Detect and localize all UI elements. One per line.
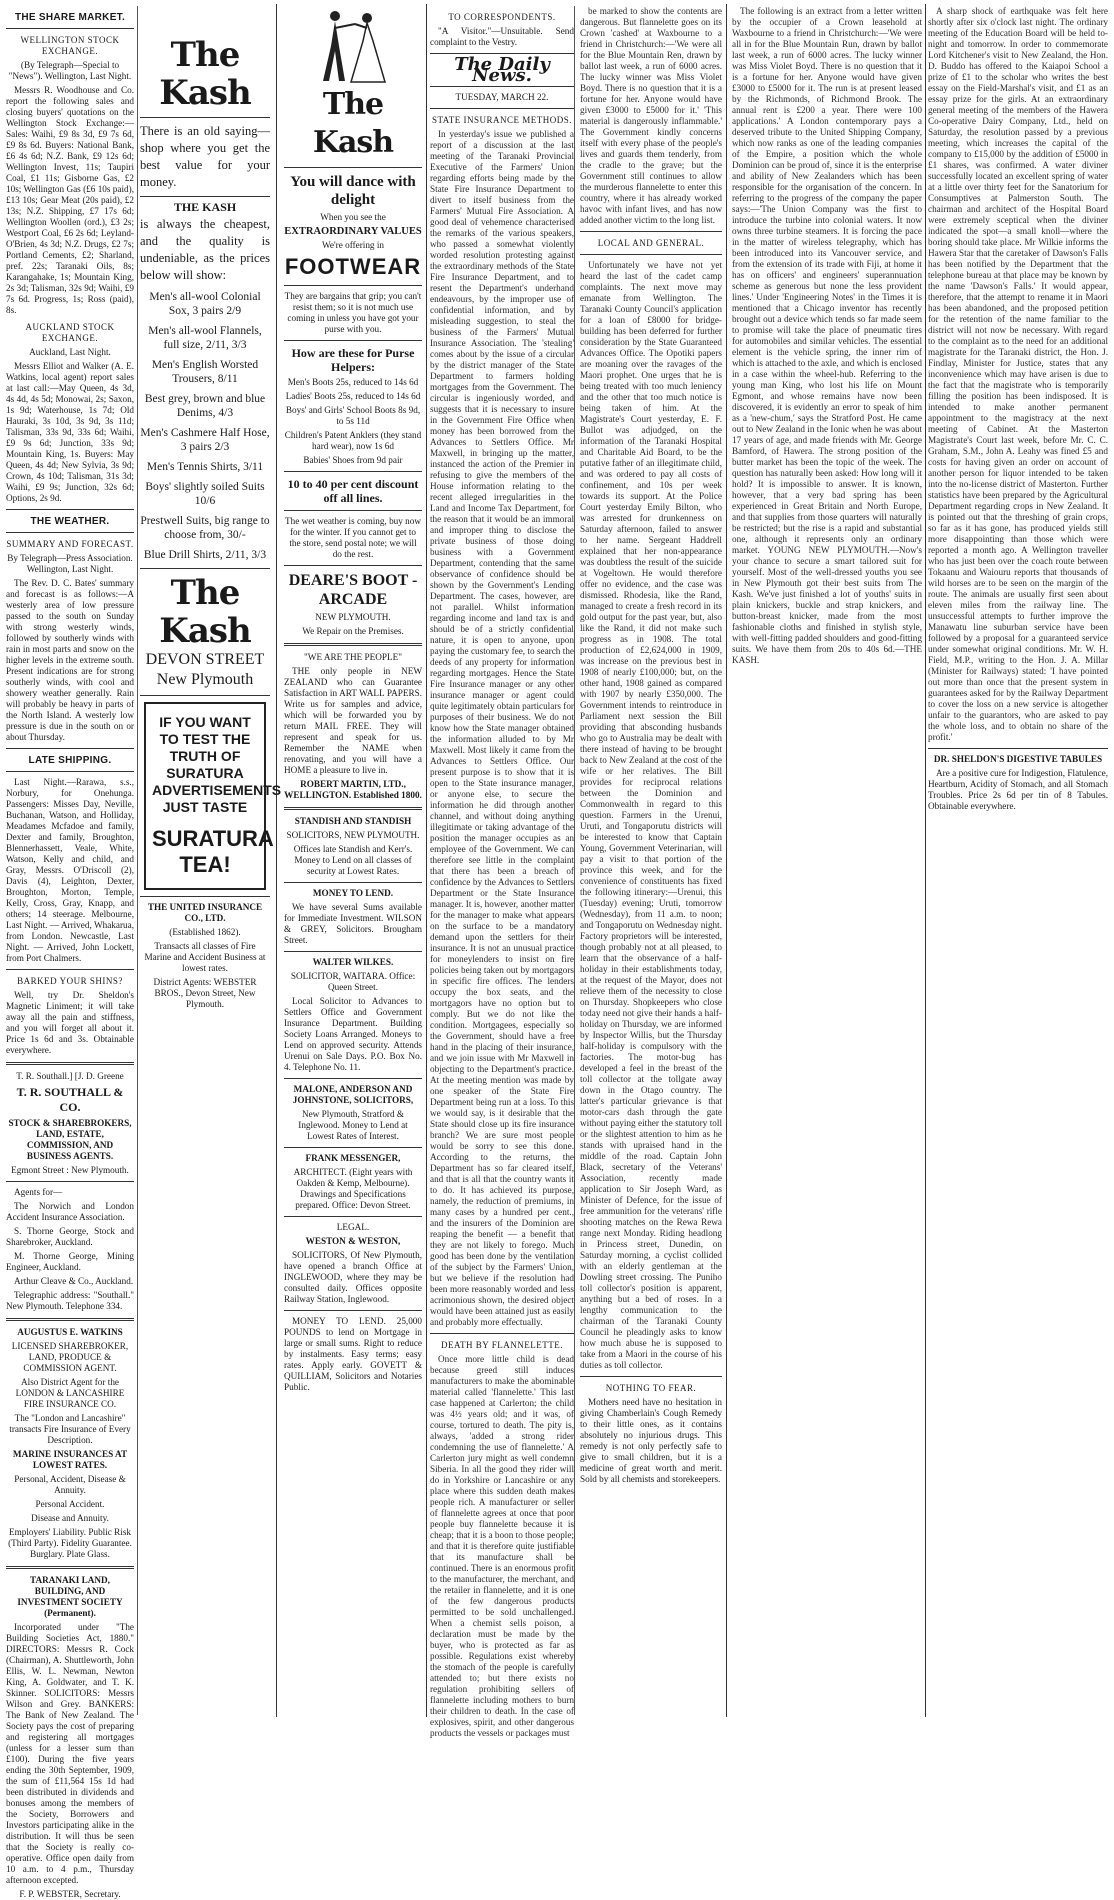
article-state-insurance-heading: STATE INSURANCE METHODS. (431, 115, 573, 125)
continued-text: be marked to show the contents are dangerous. But flannelette goes on its Crown 'cashed' at Waxbourne to a friend in Christchurch:—'We were all for the Blue Mountain Ren, drawn by ballot last week, a run of 6000 acres. The lucky winner was Miss Violet Boyd. There is no question that it is a fortune for her. Anyone would have given £3000 to £5000 for it.' 'This material is dangerously inflammable.' The Government kindly concerns itself with every phase of the people's lives and guards them tenderly, from the cradle to the grave; but the Government still continues to allow the murderous flannelette to enter this country, where it has already worked havoc with infant lives, and has now added another victim to the long list. (580, 6, 722, 225)
taranaki-society-sign: F. P. WEBSTER, Secretary. (19, 1889, 121, 1899)
southall-firm: T. R. SOUTHALL & CO. (16, 1085, 124, 1114)
wilkes-heading: WALTER WILKES. (312, 957, 394, 967)
shins-heading: BARKED YOUR SHINS? (17, 976, 123, 986)
nothing-to-fear-heading: NOTHING TO FEAR. (605, 1383, 697, 1393)
column-1-left (6, 6, 134, 1899)
southall-address: Egmont Street : New Plymouth. (11, 1165, 129, 1175)
lend-heading: MONEY TO LEND. (312, 888, 394, 898)
column-5 (928, 6, 1108, 1715)
watkins-line: Disease and Annuity. (31, 1513, 109, 1523)
column-4-text: The following is an extract from a letter written by the occupier of a Crown leasehold at Waxbourne to a friend in Christchurch:—'We were all in for the Blue Mountain Run, drawn by ballot last week, a run of 6000 acres. The lucky winner was Miss Violet Boyd. There is no question that it is a fortune for her. Anyone would have given £3000 to £5000 for it. The run is at present leased by the Richmonds, of Richmond Brook. The annual rent is £200 a year. There were 100 applications.' A London contemporary pays a deserved tribute to the United Shipping Company, which now ranks as one of the leading companies of the Empire, a position which the whole Dominion can be proud of, since it is the enterprise and ability of New Zealanders which has been responsible for the organisation of the concern. In referring to the progress of the company the paper says:—'The Union Company was the first to introduce the turbine into colonial waters. It now owns three turbine steamers. It is forcing the pace in the matter of wireless telegraphy, which has been introduced into its Vancouver service, and from the extension of its trade with Fiji, at home it has on officers' and engineers' superannuation scheme as generous but none the less provident lines.' Under 'Engineering Notes' in the Times it is mentioned that a Chicago inventor has recently brought out a device which tends so far made seem to promise will take the place of pneumatic tires for automobiles and similar vehicles. The essential element is the vehicle spring, the inner rim of which is attached to the axle, and which is enclosed in a case within the wheel-hub. Referring to the young man King, who lost his life on Mount Egmont, and whose remains have now been discovered, it is evidently an error to speak of him as a 'new-chum,' says the Stratford Post. He came out to New Zealand in the Ionic when he was about 17 years of age, and made friends with Mr. George Bamford, of Hawera. The strong position of the butter market has been the topic of the week. The question has naturally been asked: How long will it hold? It is impossible to answer. It is known, however, that a very bad spring has been experienced in Great Britain and North Europe, and that supplies from those quarters will naturally be restricted; but the rise is a rapid and substantial one, although it represents only an ordinary market. YOUNG NEW PLYMOUTH.—Now's your chance to secure a smart tailored suit for yourself. Most of the well-dressed youths you see in New Plymouth got their best suits from The Kash. We've just finished a lot of youths' suits in plain knickers, buckle and strap knickers, and button-breast knicker, made from the most fashionable cloths and finished in stylish style, with well-fitting padded shoulders and good-fitting suits. We have them from 20s to 40s 6d.—THE KASH. (732, 6, 922, 665)
people-heading: "WE ARE THE PEOPLE" (304, 652, 402, 662)
taranaki-society-heading: TARANAKI LAND, BUILDING, AND INVESTMENT SOCIETY (Permanent). (17, 1575, 123, 1618)
local-general-text: Unfortunately we have not yet heard the last of the cadet camp complaints. The next move may emanate from Wellington. The Taranaki County Council's application for a loan of £8000 for bridge-building has been deferred for further consideration by the State Guaranteed Advances Office. The Opotiki papers are moaning over the ravages of the Maori prophet. One urges that he is being treated with too much leniency and the other that too much notice is being taken of him. At the Magistrate's Court yesterday, E. F. Bullot was adjudged, on the information of the Taranaki Hospital and Charitable Aid Board, to be the putative father of an illegitimate child, and was ordered to pay all costs of confinement, and 10s per week towards its support. At the Police Court yesterday Emily Bilton, who was arrested for drunkenness on Saturday afternoon, failed to answer to her name. Sergeant Haddrell explained that her non-appearance was doubtless the result of the suicide at Vogeltown. He would therefore offer no evidence, and the case was dismissed. Rhodesia, like the Rand, managed to create a fresh record in its gold output for the past year, but, also like the Rand, it did not make such progress as in 1908. The total production of £2,624,000 in 1909, was increase on the previous best in 1908 of nearly £100,000; but, on the other hand, 1908 gained as compared with 1907 by nearly £350,000. The Government intends to reintroduce in Parliament next session the Bill providing that absconding husbands who go to Australia may be dealt with there instead of having to be brought back to New Zealand at the cost of the wife or her relatives. The Bill provides for reciprocal relations between the Dominion and Commonwealth in regard to this question. Farmers in the Urenui, Uruti, and Tongaporutu districts will be interested to know that Captain Young, Government Veterinarian, will pay a visit to that portion of the province this week, and for the convenience of constituents has fixed the following itinerary:—Urenui, this (Tuesday) evening; Uruti, tomorrow (Wednesday), from 11 a.m. to noon; and Tongaporutu on Wednesday night. Factory proprietors will be interested, though probably not at all pleased, to learn that the observance of a half-holiday in their establishments today, at the request of the Mayor, does not relieve them of the necessity to close on Thursday. Shopkeepers who close today need not give their hands a half-holiday on Thursday, we are informed by Inspector Willis, but the Thursday half-holiday is compulsory with the factories. The motor-bug has developed a feel in the breast of the toll collector at the tollgate away down in the Otago country. The latter's particular grievance is that motor-cars dash through the gate without paying either the statutory toll or the slightest attention to him as he stands with upraised hand in the middle of the road. Captain John Black, secretary of the Veterans' Association, recently made application to Sir Joseph Ward, as Minister of Defence, for the issue of free ammunition for the veterans' rifle shooting matches on the Rewa Rewa range next Monday. Riding headlong in Princess street, Dunedin, on Saturday morning, a cyclist collided with an elderly gentleman at the Dowling street crossing. The Puniho toll collector's position is apparent, anything but a bed of roses. In a lengthy communication to the chairman of the Taranaki County Council he pleadingly asks to know how much abuse he is supposed to take from a Maori in the course of his duties as toll collector. (580, 260, 722, 1370)
column-4 (732, 6, 922, 1715)
deare-heading: DEARE'S BOOT - ARCADE (288, 572, 418, 608)
kash-saying: There is an old saying—shop where you get the best value for your money. (140, 124, 270, 189)
masthead: The Daily News. (454, 54, 550, 86)
kash-town: New Plymouth (156, 671, 254, 688)
southall-telegraphic: Telegraphic address: "Southall." New Plymouth. Telephone 334. (6, 1290, 134, 1311)
bargains-text: They are bargains that grip; you can't resist them; so it is not much use coming in unless you have got your purse with you. (284, 291, 422, 334)
kash-cheapest: is always the cheapest, and the quality is undeniable, as the prices below will show: (140, 217, 270, 282)
martin-signature: ROBERT MARTIN, LTD., WELLINGTON. Established 1800. (284, 779, 422, 800)
price-item: Babies' Shoes from 9d pair (303, 455, 403, 465)
column-3-right (580, 6, 722, 1715)
wilkes-text: Local Solicitor to Advances to Settlers Office and Government Insurance Department. Building Society Loans Arranged. Moneys to Lend on approved security. Attends Urenui on Sale Days. P.O. Box No. 4. Telephone No. 11. (284, 996, 422, 1072)
watkins-name: AUGUSTUS E. WATKINS (17, 1327, 123, 1337)
price-item: Ladies' Boots 25s, reduced to 14s 6d (285, 391, 421, 401)
column-1-right (140, 6, 282, 1715)
watkins-line: MARINE INSURANCES AT LOWEST RATES. (12, 1449, 128, 1470)
column-rule (276, 4, 277, 1717)
article-flannelette-heading: DEATH BY FLANNELETTE. (441, 1340, 563, 1350)
southall-agents-label: Agents for— (14, 1187, 63, 1197)
correspondents-heading: TO CORRESPONDENTS. (448, 12, 556, 22)
kash-brand-small: THE KASH (173, 200, 237, 214)
dance-headline: You will dance with delight (290, 174, 416, 208)
kash-item: Men's English Worsted Trousers, 8/11 (151, 359, 259, 385)
standish-heading: STANDISH AND STANDISH (294, 816, 412, 826)
wilkes-sub: SOLICITOR, WAITARA. Office: Queen Street. (290, 971, 416, 992)
auckland-intro: Auckland, Last Night. (29, 347, 111, 357)
shins-text: Well, try Dr. Sheldon's Magnetic Liniment; it will take away all the pain and stiffness, and you will forget all about it. Price 1s 6d and 3s. Obtainable everywhere. (6, 990, 134, 1055)
wet-weather-text: The wet weather is coming, buy now for the winter. If you cannot get to the store, send postal note; we will do the rest. (285, 516, 421, 559)
watkins-line: Personal Accident. (35, 1499, 105, 1509)
taranaki-society-text: Incorporated under "The Building Societies Act, 1880." DIRECTORS: Messrs R. Cock (Chairman), A. Shuttleworth, John Ellis, W. L. Newman, Newton King, A. Goldwater, and T. K. Skinner. SOLICITORS: Messrs Wilson and Grey. BANKERS: The Bank of New Zealand. The Society pays the cost of preparing and registering all mortgages (unless for a lesser sum than £100). During the five years ending the 30th September, 1909, the sum of £11,564 15s 1d had been distributed in dividends and bonuses among the members of the Society, Borrowers and Investors participating alike in the distribution. It will thus be seen that the Society is really co-operative. Office open daily from 10 a.m. to 4 p.m., Thursday afternoon excepted. (6, 1622, 134, 1885)
column-3-left (430, 6, 574, 1738)
money-25000-text: MONEY TO LEND. 25,000 POUNDS to lend on Mortgage in large or small sums. Right to reduce by instalments. Easy terms; easy rates. Apply early. GOVETT & QUILLIAM, Solicitors and Notaries Public. (284, 1316, 422, 1392)
legal-heading: LEGAL. (336, 1222, 370, 1232)
standish-sub: SOLICITORS, NEW PLYMOUTH. (286, 830, 420, 840)
sheldon-heading: DR. SHELDON'S DIGESTIVE TABULES (933, 754, 1103, 764)
weston-heading: WESTON & WESTON, (305, 1236, 401, 1246)
sheldon-text: Are a positive cure for Indigestion, Flatulence, Heartburn, Acidity of Stomach, and all Stomach Troubles. Price 2s 6d per tin of 8 Tabules. Obtainable everywhere. (928, 768, 1108, 811)
column-rule (426, 4, 427, 1717)
kash-brand: The Kash (159, 35, 251, 113)
column-2 (284, 6, 422, 1715)
united-text: Transacts all classes of Fire Marine and Accident Business at lowest rates. (144, 941, 266, 973)
malone-text: New Plymouth, Stratford & Inglewood. Money to Lend at Lowest Rates of Interest. (298, 1109, 408, 1141)
wellington-exchange-heading: WELLINGTON STOCK EXCHANGE. (20, 35, 120, 56)
kash-item: Men's Tennis Shirts, 3/11 (146, 461, 264, 473)
kash-item: Men's all-wool Flannels, full size, 2/11, 3/3 (148, 325, 262, 351)
weather-text: The Rev. D. C. Bates' summary and forecast is as follows:—A westerly area of low pressure passed to the south on Sunday with strong westerly winds, followed by southerly winds with rain in most parts and snow on the higher levels in the extreme south. Present indications are for strong southerly winds, with cool and showery weather generally. Rain will probably be heavy in parts of the North Island. A westerly low pressure is due in the south on or about Thursday. (6, 578, 134, 742)
weather-heading: THE WEATHER. (30, 516, 110, 527)
price-item: Men's Boots 25s, reduced to 14s 6d (287, 377, 419, 387)
messenger-text: ARCHITECT. (Eight years with Oakden & Kemp, Melbourne). Drawings and Specifications prepared. Office: Devon Street. (293, 1167, 413, 1210)
issue-date: TUESDAY, MARCH 22. (455, 92, 549, 102)
kash-item: Men's Cashmere Half Hose, 3 pairs 2/3 (140, 427, 270, 453)
purse-heading: How are these for Purse Helpers: (291, 346, 415, 374)
weather-intro: By Telegraph—Press Association. Wellington, Last Night. (7, 553, 133, 574)
column-5-text: A sharp shock of earthquake was felt here shortly after six o'clock last night. The ordinary meeting of the Education Board will be held to-night and tomorrow. In order to commemorate Lord Kitchener's visit to New Zealand, the Hon. D. Buddo has offered to the Kaiapoi School a prize of £1 to the scholar who writes the best essay on the Field-Marshal's visit, and £1 as an essay prize for the girls. At an extraordinary general meeting of the members of the Hawera Co-operative Dairy Company, Ltd., held on Saturday, the resolution passed by a previous meeting, which increases the capital of the company to £15,000 by the addition of £5000 in £1 shares, was confirmed. A water diviner successfully located an excellent spring of water at a little over thirty feet for the Sanatorium for Consumptives at Palmerston South. The chairman and architect of the Hospital Board were extremely sceptical when the diviner indicated the spot—a small knoll—where the boring should take place. Mr Wilkie informs the Hawera Star that the caretaker of Dawson's Falls has been notified by the Department that the telephone bureau at that place may be known by the name 'Dawson's Falls.' It would appear, therefore, that the attempt to rename it in Maori has been abandoned, and the proposed petition for the retention of the name familiar to the district will not now be necessary. With regard to the complaint as to the need for an additional magistrate for the Taranaki district, the Hon. J. Findlay, Minister for Justice, states that any inconvenience which may have arisen is due to the fact that the magistrate who is temporarily filling the position has been indisposed. It is intended to make another permanent appointment to the magistracy at the next meeting of Cabinet. At the Masterton Magistrate's Court last week, before Mr. C. C. Graham, S.M., John A. Leahy was fined £5 and costs for having given an order on account of another person for liquor intended to be taken into the no-license district of Masterton. Further statistics have been prepared by the Agricultural Department regarding crops in New Zealand. It is pointed out that the threshing of grain crops, so far as it has gone, has produced yields still more disappointing than those which were reported a month ago. A Wellington traveller who has just been over the coach route between Tokaanu and Waiouru reports that thousands of wild horses are to be seen on the margin of the route. The animals are usually first seen about eleven miles from the railway line. The unsuccessful attempts to further improve the Manawatu line suburban service have been followed by a proposal for a guaranteed service under somewhat original conditions. Mr. W. H. Field, M.P., writing to the Hon. J. A. Millar (Minister for Railways) stated: 'I have pointed out more than once that the present system in guarantees asked for by the Railway Department to cover the loss on a new service is altogether unfair to the guarantors, who are asked to pay the whole loss, and to obtain no share of the profit.' (928, 6, 1108, 742)
dance-sub: When you see the (320, 212, 386, 222)
suratura-ad (144, 702, 282, 890)
article-flannelette-text: Once more little child is dead because greed still induces manufacturers to make the abominable material called 'flannelette.' This last case happened at Carlerton; the child was 4½ years old; and it was, of course, tortured to death. The pity is, always, 'added a strong rider condemning the use of flannelette.' A Carlerton jury might as well condemn Siberia. In all the good they rider will do in Yorkshire or Lancashire or any place where this sudden death makes people rich. A manufacturer or seller of flannelette agrees at once that poor people buy flannelette because it is cheap; that it is a boon to those people; and that it is therefore quite justifiable that its manufacture shall be continued. There is an enormous profit to the manufacturer, the merchant, and the retailer in flannelette, and it is one of the few dangerous products permitted to be sold unchallenged. When a chemist sells poison, a declaration must be made by the buyer, who is protected as far as possible. Regulations exist whereby the stomach of the people is carefully attended to; but there exists no regulation prohibiting sellers of flannelette including mothers to burn their children to death. In the case of explosives, spirit, and other dangerous products the vessels or packages must (430, 1354, 574, 1738)
weather-sub: SUMMARY AND FORECAST. (6, 539, 134, 549)
kash-street: DEVON STREET (145, 651, 265, 668)
southall-agent: The Norwich and London Accident Insurance Association. (6, 1201, 134, 1222)
shipping-heading: LATE SHIPPING. (28, 755, 112, 766)
southall-names: T. R. Southall.] [J. D. Greene (16, 1071, 124, 1081)
deare-repair: We Repair on the Premises. (302, 626, 404, 636)
auckland-text: Messrs Elliot and Walker (A. E. Watkins, local agent) report sales at last call:—May Queen, 4s 3d, 4s 4d, 4s 5d; Monowai, 2s; Saxon, 1s 9d; Waterhouse, 1s 7d; Old Hauraki, 3s 10d, 3s 9d, 3s 11d; Talisman, 33s 9d, 33s 6d; Waihi, £9 9s 6d; Junction, 33s 9d; Mountain King, 1s. Buyers: May Queen, 4s 4d; New Sylvia, 3s 9d; Crown, 4s 10d; Talisman, 31s 3d; Waihi, £9 9s; Junction, 32s 6d; Options, 2s 9d. (6, 361, 134, 503)
kash-item: Blue Drill Shirts, 2/11, 3/3 (143, 549, 267, 561)
weston-text: SOLICITORS, Of New Plymouth, have opened a branch Office at INGLEWOOD, where they may be consulted daily. Offices opposite Railway Station, Inglewood. (284, 1250, 422, 1304)
kash-item: Boys' slightly soiled Suits 10/6 (145, 481, 265, 507)
southall-agent: Arthur Cleave & Co., Auckland. (14, 1276, 134, 1286)
dance-brand: The Kash (312, 87, 394, 160)
column-rule (726, 4, 727, 1717)
column-3 (430, 6, 722, 1738)
deare-town: NEW PLYMOUTH. (315, 612, 391, 622)
local-general-heading: LOCAL AND GENERAL. (597, 238, 705, 248)
united-heading: THE UNITED INSURANCE CO., LTD. (147, 902, 263, 923)
dance-values: EXTRAORDINARY VALUES (284, 226, 422, 237)
kash-brand: The Kash (159, 573, 251, 651)
united-agents: District Agents: WEBSTER BROS., Devon Street, New Plymouth. (153, 977, 257, 1009)
dancers-illustration (293, 6, 413, 86)
article-state-insurance-text: In yesterday's issue we published a report of a discussion at the last meeting of the Taranaki Provincial Executive of the Farmers' Union regarding efforts being made by the State Fire Insurance Department to divert to itself business from the Farmers' Mutual Fire Association. A good deal of vehemence characterised the remarks of the various speakers, who passed a somewhat violently worded resolution protesting against the extraordinary methods of the State Fire Insurance Department, and to resent the Department's underhand endeavours, by the improper use of confidential information, and by misleading suggestion, to steal the business of the Farmers' Mutual Insurance Association. The 'stealing' comes about by the issue of a circular by the district manager of the State Department to farmers holding mortgages from the Government. The circular is ingeniously worded, and suggests that it is necessary to insure in the Government Fire Office when money has been borrowed from the Advances to Settlers Office. Mr Maxwell, in bringing up the matter, instanced the action of the Premier in refusing to give the members of the House information relating to the recent alleged irregularities in the Land and Income Tax Department, for the reason that it would be an immoral and improper thing to disclose the private business of those doing business with a Government Department, contending that the same observance of confidence should be shown by the Government's Lending Department. The cases, however, are not parallel. Whilst information regarding income and land tax is and should be of a strictly confidential nature, it is open to anyone, upon paying the customary fee, to search the deeds of any property for information regarding mortgages. Hence the State Fire Insurance manager or any other insurance manager or agent could quite legitimately obtain particulars for purposes of their business. We do not know how the State manager obtained the information alluded to by Mr Maxwell. Most likely it came from the Advances to Settlers Office. Our present purpose is to show that it is open to the State insurance manager, or anyone else, to secure the information he did through another channel, and without doing anything illegitimate or taking advantage of the position the manager occupies as an employee of the Government. We can therefore see little in the complaint that there has been a breach of confidence by the Advances to Settlers Department or the State Insurance manager. It is, however, another matter for the manager to make what appears on the surface to be a mandatory demand upon the settlers for their insurance. It is not an unusual practice for moneylenders to insist on fire policies being taken out by mortgagors in specific fire offices. The lenders occupy the box seats, and the mortgagors have no option but to comply. But we do not like the condition. Mortgagees, especially so the Government, should have a free hand in the placing of their insurance, and we join issue with Mr Maxwell in objecting to the Department's practice. At the meeting mention was made by one speaker of the State Fire Department being run at a loss. To this we would say, is it desirable that the State should close up its fire insurance branch? We are sure most people would be sorry to see this done. According to the returns, the Department has so far cleared itself, and that is all that the country wants it to do. It has achieved its purpose, namely, the reduction of premiums, in many cases by a hundred per cent., and the insurers of the Dominion are reaping the benefit — a benefit that they are not likely to forego. Much good has been done by the ventilation of the subject by the Farmers' Union, but we believe if the resolution had been more reasonably worded and less acrimonious shown, the desired object would have been attained just as easily and probably more effectually. (430, 129, 574, 1327)
price-item: Boys' and Girls' School Boots 8s 9d, to 5s 11d (285, 405, 421, 426)
watkins-desc: LICENSED SHAREBROKER, LAND, PRODUCE & COMMISSION AGENT. (11, 1341, 129, 1373)
malone-heading: MALONE, ANDERSON AND JOHNSTONE, SOLICITORS, (292, 1084, 414, 1105)
shipping-text: Last Night.—Rarawa, s.s., Norbury, for Onehunga. Passengers: Misses Day, Neville, Buchanan, Watson, and Holliday, Meadames Mcfadoe and family, Dexter and family, Broughton, Blennerhassett, Veale, White, Watson, Kelly and child, and Gray, Messrs. O'Driscoll (2), Davis (4), Leighton, Dexter, Broughton, Morton, Temple, Kelly, Cross, Gray, Knapp, and others; 14 steerage. Melbourne, Last Night. — Arrived, Whakarua, from London. Newcastle, Last Night. — Arrived, John Lockett, from Port Chalmers. (6, 777, 134, 963)
auckland-exchange-heading: AUCKLAND STOCK EXCHANGE. (25, 322, 115, 343)
suratura-text: IF YOU WANT TO TEST THE TRUTH OF SURATURA ADVERTISEMENTS JUST TASTE (152, 714, 282, 815)
wellington-intro: (By Telegraph—Special to "News"). Wellington, Last Night. (8, 60, 132, 81)
wellington-text: Messrs R. Woodhouse and Co. report the following sales and closing buyers' quotations on the Wellington Stock Exchange:—Sales: Waihi, £9 8s 3d, £9 7s 6d, £9 8s 6d. Buyers: National Bank, £6 4s 6d; N.Z. Bank, £9 12s 6d; Wellington Invest, 11s; Taupiri Coal, £1 11s; Gisborne Gas, £2 10s; Wellington Gas (£6 10s paid), £13 10s; Gear Meat (20s paid), £2 13s; N.Z. Shipping, £7 17s 6d; Wellington Woollen (ord.), £3 2s; Westport Coal, £6 2s 6d; Leyland-O'Brien, 4s 3d; N.Z. Drugs, £2 7s; Portland Cements, £2; Sharland, pref. 22s; Taranaki Oils, 8s; Karangahake, 1s; Mountain King, 2s 3d; Talisman, 32s 9d; Waihi, £9 7s 6d. Progress, 1s; Ross (paid), 8s. (6, 85, 134, 315)
standish-text: Offices late Standish and Kerr's. Money to Lend on all classes of security at Lowest Rates. (293, 844, 413, 876)
watkins-district: Also District Agent for the LONDON & LANCASHIRE FIRE INSURANCE CO. (15, 1377, 125, 1409)
column-rule (925, 4, 926, 1717)
kash-item: Prestwell Suits, big range to choose from, 30/- (140, 515, 270, 541)
people-text: THE only people in NEW ZEALAND who can Guarantee Satisfaction in ART WALL PAPERS. Write us for samples and advice, which will be forwarded you by return MAIL FREE. They will represent and speak for us. Remember the NAME when renovating, and you will have a HOME a pleasure to live in. (284, 666, 422, 775)
messenger-heading: FRANK MESSENGER, (305, 1153, 401, 1163)
column-rule (574, 6, 575, 1715)
watkins-line: The "London and Lancashire" transacts Fire Insurance of Every Description. (9, 1413, 131, 1445)
nothing-to-fear-text: Mothers need have no hesitation in giving Chamberlain's Cough Remedy to their little ones, as it contains absolutely no injurious drugs. This remedy is not only perfectly safe to give to small children, but it is a medicine of great worth and merit. Sold by all chemists and storekeepers. (580, 1397, 722, 1484)
price-item: Children's Patent Anklers (they stand hard wear), now 1s 6d (284, 430, 422, 451)
kash-item: Best grey, brown and blue Denims, 4/3 (144, 393, 266, 419)
footwear-heading: FOOTWEAR (284, 254, 422, 279)
watkins-line: Personal, Accident, Disease & Annuity. (14, 1474, 126, 1495)
dance-offer: We're offering in (322, 240, 384, 250)
watkins-line: Employers' Liability. Public Risk (Third Party). Fidelity Guarantee. Burglary. Plate Glass. (8, 1527, 132, 1559)
southall-agent: S. Thorne George, Stock and Sharebroker, Auckland. (6, 1226, 134, 1247)
discount-text: 10 to 40 per cent discount off all lines. (287, 477, 419, 505)
share-market-heading: THE SHARE MARKET. (14, 12, 126, 23)
kash-item: Men's all-wool Colonial Sox, 3 pairs 2/9 (149, 291, 261, 317)
united-est: (Established 1862). (169, 927, 241, 937)
column-1 (6, 6, 282, 1899)
lend-text: We have several Sums available for Immediate Investment. WILSON & GREY, Solicitors. Brougham Street. (284, 902, 422, 945)
southall-agent: M. Thorne George, Mining Engineer, Auckland. (6, 1251, 134, 1272)
suratura-product: SURATURA TEA! (152, 826, 274, 877)
column-rule (137, 6, 138, 1715)
correspondents-text: "A Visitor."—Unsuitable. Send complaint to the Vestry. (430, 26, 574, 47)
southall-desc: STOCK & SHAREBROKERS, LAND, ESTATE, COMMISSION, AND BUSINESS AGENTS. (8, 1118, 132, 1161)
